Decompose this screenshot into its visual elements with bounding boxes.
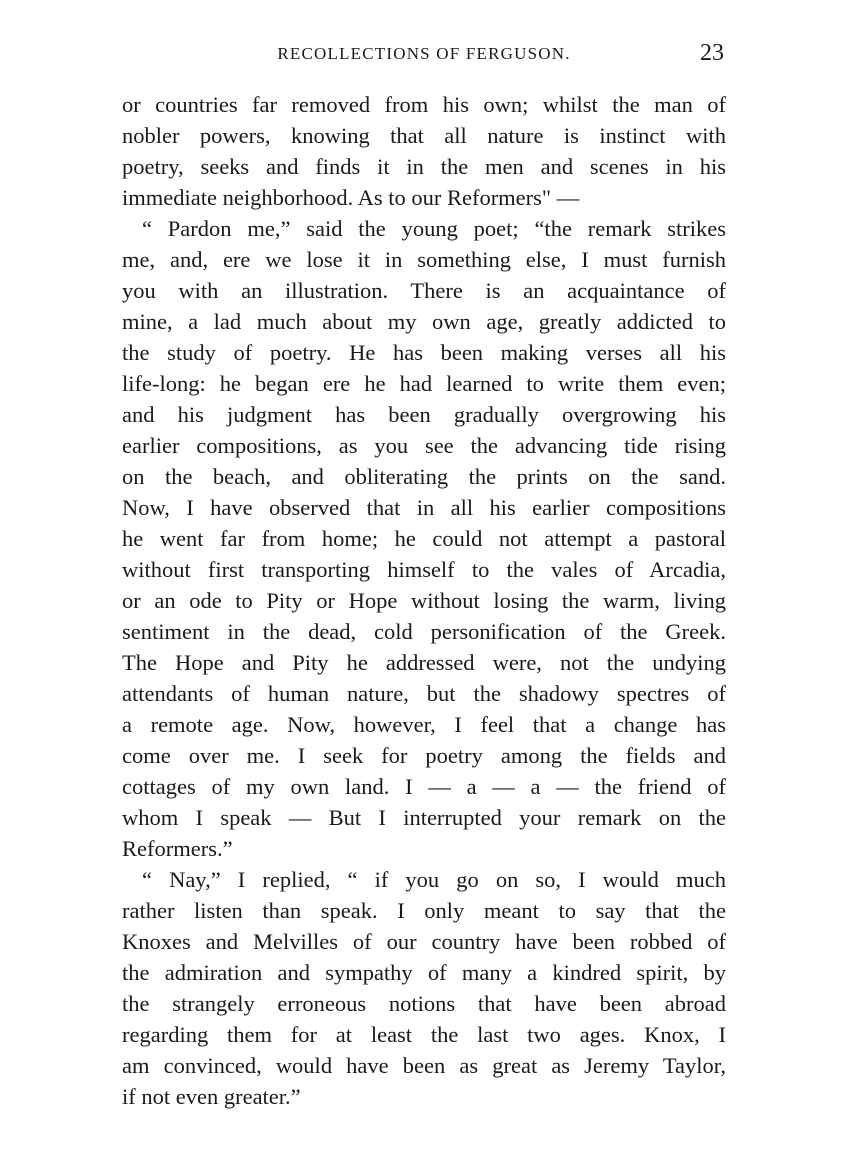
text-line: The Hope and Pity he addressed were, not the undying: [122, 650, 726, 675]
text-line: life-long: he began ere he had learned to write them even;: [122, 371, 726, 396]
text-line: immediate neighborhood. As to our Reformers" —: [122, 185, 580, 210]
page-number: 23: [700, 40, 724, 66]
text-line: you with an illustration. There is an acquaintance of: [122, 278, 726, 303]
running-title: RECOLLECTIONS OF FERGUSON.: [277, 44, 571, 63]
text-line: poetry, seeks and finds it in the men and scenes in his: [122, 154, 726, 179]
text-line: the study of poetry. He has been making verses all his: [122, 340, 726, 365]
text-line: earlier compositions, as you see the advancing tide rising: [122, 433, 726, 458]
text-line: Reformers.”: [122, 836, 233, 861]
text-line: without first transporting himself to the vales of Arcadia,: [122, 557, 726, 582]
text-line: “ Nay,” I replied, “ if you go on so, I would much: [142, 867, 726, 892]
text-line: whom I speak — But I interrupted your remark on the: [122, 805, 726, 830]
text-line: attendants of human nature, but the shadowy spectres of: [122, 681, 726, 706]
text-line: or countries far removed from his own; whilst the man of: [122, 92, 726, 117]
text-line: come over me. I seek for poetry among the fields and: [122, 743, 726, 768]
text-line: rather listen than speak. I only meant to say that the: [122, 898, 726, 923]
text-line: the admiration and sympathy of many a kindred spirit, by: [122, 960, 726, 985]
text-line: on the beach, and obliterating the prints on the sand.: [122, 464, 726, 489]
text-line: mine, a lad much about my own age, greatly addicted to: [122, 309, 726, 334]
text-line: if not even greater.”: [122, 1084, 301, 1109]
text-line: and his judgment has been gradually overgrowing his: [122, 402, 726, 427]
text-line: a remote age. Now, however, I feel that a change has: [122, 712, 726, 737]
text-line: or an ode to Pity or Hope without losing the warm, living: [122, 588, 726, 613]
text-line: me, and, ere we lose it in something else, I must furnish: [122, 247, 726, 272]
text-line: nobler powers, knowing that all nature is instinct with: [122, 123, 726, 148]
body-text: [122, 89, 726, 1112]
text-line: the strangely erroneous notions that have been abroad: [122, 991, 726, 1016]
text-line: he went far from home; he could not attempt a pastoral: [122, 526, 726, 551]
running-head: [122, 38, 726, 72]
text-line: regarding them for at least the last two ages. Knox, I: [122, 1022, 726, 1047]
text-line: Now, I have observed that in all his earlier compositions: [122, 495, 726, 520]
text-line: cottages of my own land. I — a — a — the friend of: [122, 774, 726, 799]
text-line: “ Pardon me,” said the young poet; “the remark strikes: [142, 216, 726, 241]
text-line: sentiment in the dead, cold personification of the Greek.: [122, 619, 726, 644]
text-line: Knoxes and Melvilles of our country have been robbed of: [122, 929, 726, 954]
text-line: am convinced, would have been as great as Jeremy Taylor,: [122, 1053, 726, 1078]
